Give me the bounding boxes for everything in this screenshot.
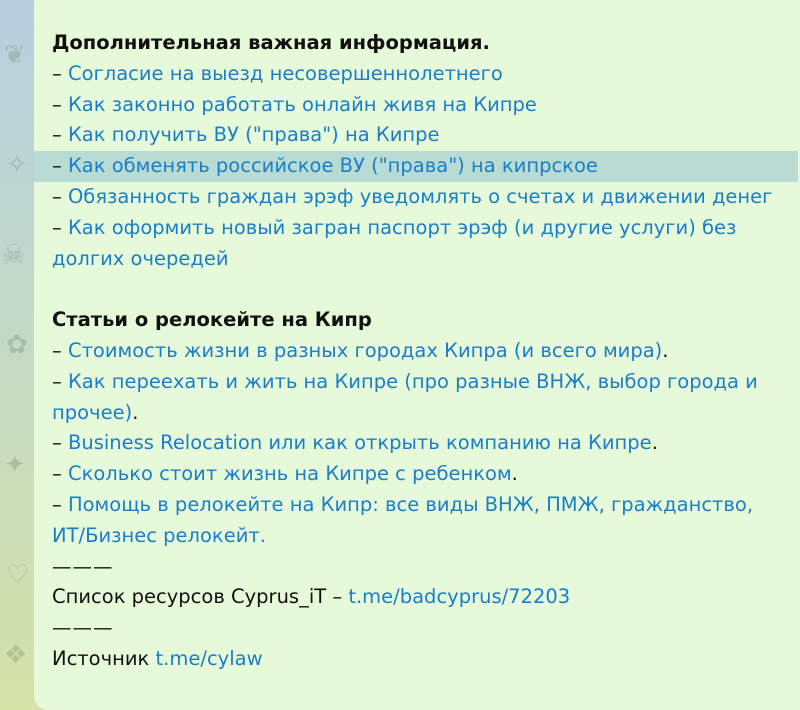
section-heading-relocation: Статьи о релокейте на Кипр: [52, 308, 372, 332]
list-item: [52, 213, 780, 275]
link-work-online-cyprus[interactable]: Как законно работать онлайн живя на Кипре: [67, 92, 537, 116]
list-dash: –: [52, 92, 62, 116]
list-suffix: .: [132, 400, 139, 424]
list-dash: –: [52, 492, 62, 516]
background-doodle-star-icon: ✧: [6, 150, 28, 180]
link-minor-exit-consent[interactable]: Согласие на выезд несовершеннолетнего: [67, 61, 503, 85]
link-business-relocation[interactable]: Business Relocation или как открыть компанию на Кипре: [67, 431, 652, 455]
link-resources[interactable]: t.me/badcyprus/72203: [348, 585, 571, 609]
background-doodle-sparkle-icon: ✦: [4, 450, 26, 480]
list-item: [52, 90, 780, 121]
paragraph-gap: [52, 274, 780, 305]
list-suffix: .: [662, 338, 669, 362]
link-cost-of-living[interactable]: Стоимость жизни в разных городах Кипра (и всего мира): [67, 338, 663, 362]
list-item: [52, 459, 780, 490]
link-get-driving-license[interactable]: Как получить ВУ ("права") на Кипре: [67, 123, 440, 147]
list-dash: –: [52, 462, 62, 486]
list-item: [52, 490, 780, 552]
list-dash: –: [52, 369, 62, 393]
source-line: [52, 644, 780, 675]
list-dash: –: [52, 154, 62, 178]
link-relocation-help[interactable]: Помощь в релокейте на Кипр: все виды ВНЖ, ПМЖ, гражданство, ИТ/Бизнес релокейт.: [52, 492, 754, 547]
link-new-passport[interactable]: Как оформить новый загран паспорт эрэф (и другие услуги) без долгих очередей: [52, 215, 737, 270]
link-notify-accounts[interactable]: Обязанность граждан эрэф уведомлять о счетах и движении денег: [67, 184, 773, 208]
link-life-with-child[interactable]: Сколько стоит жизнь на Кипре с ребенком: [67, 462, 512, 486]
list-dash: –: [52, 184, 62, 208]
resources-line: [52, 582, 780, 613]
list-item: [52, 182, 780, 213]
separator: ———: [52, 616, 114, 640]
list-dash: –: [52, 123, 62, 147]
list-item-highlighted: [34, 151, 798, 182]
section-heading-important-info: Дополнительная важная информация.: [52, 31, 490, 54]
background-doodle-leaf-icon: ❦: [4, 40, 26, 70]
background-doodle-crystal-icon: ❖: [4, 640, 28, 670]
list-item: [52, 336, 780, 367]
list-suffix: .: [651, 431, 658, 455]
message-bubble: [34, 0, 800, 710]
link-source[interactable]: t.me/cylaw: [155, 646, 263, 670]
resources-label: Список ресурсов Cyprus_iT –: [52, 585, 349, 609]
link-move-to-cyprus[interactable]: Как переехать и жить на Кипре (про разные ВНЖ, выбор города и прочее): [52, 369, 758, 424]
background-doodle-flower-icon: ✿: [6, 330, 28, 360]
separator: ———: [52, 554, 114, 578]
list-suffix: .: [511, 462, 518, 486]
source-label: Источник: [52, 646, 156, 670]
background-doodle-heart-icon: ♡: [6, 560, 30, 590]
link-exchange-driving-license[interactable]: Как обменять российское ВУ ("права") на кипрское: [67, 154, 598, 178]
list-dash: –: [52, 61, 62, 85]
list-dash: –: [52, 215, 62, 239]
list-item: [52, 120, 780, 151]
list-item: [52, 428, 780, 459]
list-dash: –: [52, 431, 62, 455]
background-doodle-skull-icon: ☠: [2, 240, 26, 270]
list-dash: –: [52, 338, 62, 362]
list-item: [52, 59, 780, 90]
list-item: [52, 367, 780, 429]
